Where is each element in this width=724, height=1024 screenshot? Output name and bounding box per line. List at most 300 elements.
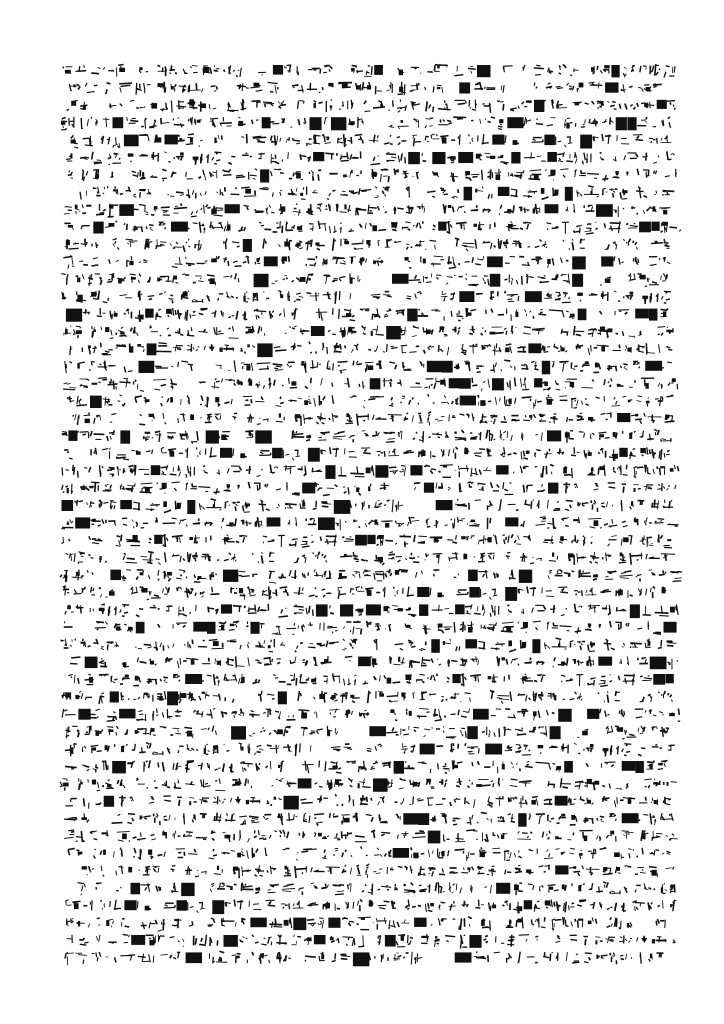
garbled-glyph: [137, 570, 150, 579]
garbled-glyph: [226, 380, 235, 386]
garbled-glyph: [117, 455, 129, 460]
garbled-glyph: [136, 622, 145, 634]
garbled-glyph: [506, 709, 515, 718]
garbled-glyph: [606, 571, 616, 579]
garbled-glyph: [293, 901, 303, 908]
garbled-glyph: [571, 815, 577, 825]
garbled-glyph: [157, 276, 171, 281]
garbled-glyph: [519, 570, 532, 583]
garbled-glyph: [353, 813, 358, 821]
garbled-glyph: [559, 65, 565, 74]
garbled-glyph: [663, 852, 670, 855]
garbled-glyph: [259, 953, 269, 963]
garbled-glyph: [141, 884, 149, 891]
garbled-glyph: [393, 848, 409, 858]
garbled-glyph: [130, 797, 133, 801]
garbled-glyph: [240, 571, 250, 576]
garbled-glyph: [288, 520, 290, 524]
garbled-glyph: [470, 520, 480, 527]
garbled-glyph: [455, 364, 459, 369]
garbled-glyph: [591, 433, 594, 438]
garbled-glyph: [418, 813, 429, 825]
garbled-glyph: [313, 135, 320, 144]
garbled-glyph: [389, 449, 399, 456]
garbled-glyph: [197, 261, 207, 264]
garbled-glyph: [483, 209, 490, 212]
garbled-glyph: [629, 381, 635, 388]
garbled-glyph: [356, 836, 367, 842]
garbled-glyph: [307, 139, 311, 146]
garbled-glyph: [241, 883, 252, 891]
garbled-glyph: [655, 519, 663, 523]
garbled-glyph: [210, 938, 218, 945]
garbled-glyph: [667, 152, 674, 160]
garbled-glyph: [339, 571, 346, 579]
garbled-glyph: [488, 675, 498, 683]
garbled-glyph: [567, 83, 574, 90]
garbled-glyph: [505, 360, 515, 370]
garbled-glyph: [93, 222, 103, 234]
garbled-glyph: [542, 588, 554, 597]
garbled-glyph: [432, 310, 440, 311]
garbled-glyph: [545, 449, 552, 457]
garbled-glyph: [321, 501, 331, 507]
garbled-glyph: [282, 153, 288, 162]
garbled-glyph: [264, 256, 278, 266]
garbled-glyph: [356, 609, 363, 616]
garbled-glyph: [510, 779, 517, 786]
garbled-glyph: [561, 779, 571, 788]
garbled-glyph: [201, 396, 209, 406]
garbled-glyph: [65, 817, 77, 820]
garbled-glyph: [358, 900, 362, 910]
garbled-glyph: [643, 154, 647, 160]
garbled-glyph: [214, 797, 218, 804]
garbled-glyph: [498, 817, 504, 822]
garbled-glyph: [589, 294, 596, 295]
garbled-glyph: [469, 100, 476, 110]
garbled-glyph: [383, 187, 389, 195]
garbled-glyph: [597, 882, 608, 892]
garbled-glyph: [408, 152, 420, 164]
garbled-glyph: [369, 726, 386, 736]
garbled-glyph: [463, 554, 474, 559]
garbled-glyph: [577, 502, 587, 506]
garbled-glyph: [518, 952, 520, 962]
garbled-glyph: [453, 919, 461, 929]
garbled-glyph: [622, 644, 624, 648]
garbled-glyph: [76, 953, 87, 963]
garbled-glyph: [193, 346, 205, 351]
garbled-glyph: [85, 726, 91, 734]
garbled-glyph: [375, 848, 382, 856]
garbled-glyph: [668, 659, 678, 669]
garbled-glyph: [65, 952, 73, 964]
garbled-glyph: [309, 68, 321, 73]
garbled-glyph: [652, 798, 658, 804]
garbled-glyph: [660, 712, 664, 715]
garbled-glyph: [323, 292, 336, 303]
garbled-glyph: [133, 227, 142, 232]
garbled-glyph: [522, 433, 523, 440]
garbled-glyph: [266, 761, 271, 769]
garbled-glyph: [471, 657, 479, 665]
garbled-glyph: [546, 170, 556, 181]
garbled-glyph: [485, 153, 495, 159]
garbled-glyph: [224, 675, 236, 681]
garbled-glyph: [178, 414, 185, 423]
garbled-glyph: [330, 937, 339, 943]
garbled-glyph: [478, 866, 484, 874]
garbled-glyph: [166, 309, 173, 317]
garbled-glyph: [641, 831, 648, 840]
garbled-glyph: [384, 292, 392, 297]
garbled-glyph: [591, 537, 592, 543]
garbled-glyph: [534, 83, 537, 88]
garbled-glyph: [140, 171, 144, 179]
garbled-glyph: [238, 674, 244, 684]
garbled-glyph: [481, 328, 485, 335]
garbled-glyph: [126, 484, 135, 491]
garbled-glyph: [123, 934, 129, 942]
garbled-glyph: [413, 906, 420, 908]
garbled-glyph: [369, 900, 373, 906]
garbled-glyph: [347, 761, 355, 763]
garbled-glyph: [603, 867, 612, 875]
garbled-glyph: [313, 152, 324, 161]
garbled-glyph: [317, 204, 321, 211]
garbled-glyph: [425, 136, 428, 141]
garbled-glyph: [321, 657, 330, 664]
garbled-glyph: [277, 935, 286, 944]
garbled-glyph: [578, 884, 584, 891]
garbled-glyph: [490, 274, 501, 287]
garbled-glyph: [214, 675, 219, 686]
garbled-glyph: [64, 207, 71, 214]
garbled-glyph: [253, 680, 259, 684]
garbled-glyph: [516, 918, 523, 928]
garbled-glyph: [137, 778, 145, 784]
garbled-glyph: [99, 500, 108, 507]
garbled-glyph: [107, 431, 114, 440]
garbled-glyph: [156, 240, 166, 249]
garbled-glyph: [161, 448, 166, 453]
garbled-glyph: [413, 831, 425, 838]
garbled-glyph: [126, 239, 137, 247]
garbled-glyph: [294, 605, 303, 613]
garbled-glyph: [661, 136, 671, 143]
garbled-glyph: [625, 866, 630, 867]
garbled-glyph: [262, 937, 272, 945]
garbled-glyph: [162, 170, 166, 181]
garbled-glyph: [411, 745, 414, 752]
garbled-glyph: [211, 588, 218, 595]
garbled-glyph: [119, 327, 127, 336]
garbled-glyph: [501, 448, 505, 457]
garbled-glyph: [487, 256, 503, 267]
garbled-glyph: [177, 900, 188, 911]
garbled-glyph: [92, 327, 102, 337]
garbled-glyph: [292, 344, 301, 350]
garbled-glyph: [103, 397, 112, 405]
garbled-glyph: [250, 711, 259, 717]
garbled-glyph: [195, 592, 203, 597]
garbled-glyph: [412, 413, 423, 423]
garbled-glyph: [521, 521, 524, 526]
garbled-glyph: [375, 501, 382, 508]
garbled-glyph: [351, 467, 364, 477]
garbled-glyph: [390, 398, 393, 406]
garbled-glyph: [441, 450, 449, 457]
garbled-glyph: [134, 381, 144, 392]
garbled-glyph: [107, 642, 113, 650]
garbled-glyph: [305, 937, 312, 944]
garbled-glyph: [342, 866, 345, 873]
garbled-glyph: [106, 521, 115, 525]
garbled-glyph: [97, 205, 105, 215]
garbled-glyph: [574, 205, 575, 213]
garbled-glyph: [199, 309, 206, 315]
garbled-glyph: [479, 431, 488, 440]
garbled-glyph: [527, 587, 535, 595]
garbled-glyph: [649, 954, 652, 961]
garbled-glyph: [403, 587, 413, 596]
garbled-glyph: [140, 155, 147, 156]
garbled-glyph: [423, 625, 431, 634]
garbled-glyph: [138, 658, 146, 663]
garbled-glyph: [147, 450, 153, 453]
garbled-glyph: [362, 448, 371, 454]
garbled-glyph: [205, 522, 212, 525]
garbled-glyph: [639, 815, 647, 821]
garbled-glyph: [620, 465, 628, 475]
garbled-glyph: [180, 432, 188, 440]
garbled-glyph: [521, 378, 529, 390]
garbled-glyph: [152, 432, 161, 442]
garbled-glyph: [508, 797, 517, 802]
garbled-glyph: [162, 831, 167, 838]
garbled-glyph: [437, 746, 442, 747]
garbled-glyph: [283, 849, 289, 850]
garbled-glyph: [351, 66, 362, 73]
garbled-glyph: [105, 327, 116, 338]
garbled-glyph: [276, 953, 281, 963]
garbled-glyph: [297, 277, 306, 282]
garbled-glyph: [346, 850, 352, 856]
garbled-glyph: [120, 485, 124, 490]
garbled-glyph: [610, 814, 616, 820]
garbled-glyph: [304, 397, 311, 405]
garbled-glyph: [470, 345, 477, 354]
garbled-glyph: [497, 692, 511, 703]
garbled-glyph: [498, 101, 504, 110]
garbled-glyph: [187, 745, 197, 751]
garbled-glyph: [318, 796, 327, 802]
garbled-glyph: [254, 274, 269, 287]
garbled-glyph: [263, 239, 266, 248]
garbled-glyph: [579, 850, 582, 858]
garbled-glyph: [273, 65, 283, 75]
garbled-glyph: [668, 101, 675, 110]
garbled-glyph: [77, 275, 84, 282]
garbled-glyph: [652, 831, 662, 840]
garbled-glyph: [560, 362, 568, 372]
garbled-glyph: [583, 536, 585, 545]
garbled-glyph: [172, 482, 179, 490]
garbled-glyph: [440, 326, 448, 336]
garbled-glyph: [574, 226, 582, 233]
garbled-glyph: [131, 328, 138, 335]
garbled-glyph: [207, 296, 209, 301]
garbled-glyph: [454, 431, 466, 441]
garbled-glyph: [158, 920, 164, 931]
garbled-glyph: [455, 66, 463, 76]
garbled-glyph: [297, 853, 298, 861]
garbled-glyph: [485, 761, 498, 773]
garbled-glyph: [158, 625, 173, 628]
garbled-glyph: [322, 555, 326, 562]
garbled-glyph: [194, 276, 204, 283]
garbled-glyph: [538, 276, 548, 283]
garbled-glyph: [259, 831, 266, 840]
garbled-glyph: [472, 414, 474, 421]
garbled-glyph: [240, 643, 249, 649]
garbled-glyph: [650, 867, 658, 877]
garbled-glyph: [437, 85, 443, 92]
garbled-glyph: [391, 346, 397, 348]
garbled-glyph: [364, 101, 370, 111]
garbled-glyph: [74, 500, 82, 505]
garbled-glyph: [449, 902, 455, 910]
garbled-glyph: [138, 291, 142, 299]
garbled-glyph: [324, 676, 327, 683]
garbled-glyph: [235, 918, 244, 927]
garbled-glyph: [373, 778, 388, 791]
garbled-glyph: [357, 917, 370, 930]
garbled-glyph: [144, 84, 150, 93]
garbled-glyph: [444, 835, 449, 841]
garbled-glyph: [505, 397, 516, 406]
garbled-glyph: [177, 192, 184, 195]
garbled-glyph: [404, 883, 416, 893]
garbled-glyph: [137, 902, 150, 911]
garbled-glyph: [163, 501, 170, 512]
garbled-glyph: [588, 468, 594, 475]
garbled-glyph: [383, 379, 392, 387]
garbled-glyph: [174, 204, 187, 213]
garbled-glyph: [462, 240, 476, 251]
garbled-glyph: [505, 746, 512, 751]
garbled-glyph: [556, 137, 561, 144]
garbled-glyph: [575, 628, 580, 633]
garbled-glyph: [154, 814, 160, 824]
garbled-glyph: [601, 65, 610, 73]
garbled-glyph: [350, 152, 361, 159]
garbled-glyph: [314, 657, 317, 665]
garbled-glyph: [237, 175, 245, 177]
garbled-glyph: [248, 415, 254, 423]
garbled-glyph: [124, 900, 136, 910]
garbled-glyph: [193, 157, 199, 165]
garbled-glyph: [212, 900, 224, 914]
garbled-glyph: [415, 954, 422, 963]
garbled-glyph: [627, 224, 638, 229]
garbled-glyph: [327, 642, 339, 647]
garbled-glyph: [637, 396, 642, 401]
garbled-glyph: [616, 789, 621, 790]
garbled-glyph: [199, 692, 208, 700]
garbled-glyph: [266, 206, 274, 215]
garbled-glyph: [158, 763, 164, 771]
garbled-glyph: [253, 574, 257, 576]
garbled-glyph: [386, 326, 401, 339]
garbled-glyph: [363, 682, 368, 685]
garbled-glyph: [376, 361, 381, 369]
garbled-glyph: [371, 762, 377, 770]
garbled-glyph: [322, 885, 328, 889]
garbled-glyph: [317, 413, 325, 424]
garbled-glyph: [248, 744, 256, 754]
garbled-glyph: [661, 814, 673, 820]
garbled-glyph: [248, 831, 256, 842]
garbled-glyph: [544, 100, 553, 108]
garbled-glyph: [537, 814, 545, 824]
garbled-glyph: [407, 296, 411, 299]
garbled-glyph: [192, 432, 198, 443]
garbled-glyph: [664, 782, 677, 786]
garbled-glyph: [504, 676, 509, 681]
garbled-glyph: [459, 378, 471, 389]
garbled-glyph: [459, 82, 470, 93]
garbled-glyph: [326, 867, 339, 873]
garbled-glyph: [600, 710, 609, 717]
garbled-glyph: [459, 274, 466, 279]
garbled-glyph: [229, 327, 238, 339]
garbled-glyph: [433, 709, 441, 720]
garbled-glyph: [395, 242, 401, 243]
garbled-glyph: [283, 276, 293, 282]
garbled-glyph: [268, 885, 278, 893]
garbled-glyph: [639, 748, 645, 755]
garbled-glyph: [617, 413, 630, 422]
garbled-glyph: [429, 868, 436, 876]
garbled-glyph: [154, 642, 163, 650]
garbled-glyph: [248, 587, 256, 596]
garbled-glyph: [650, 294, 658, 302]
garbled-glyph: [395, 570, 407, 575]
garbled-glyph: [629, 536, 632, 544]
garbled-glyph: [249, 901, 261, 910]
garbled-glyph: [619, 310, 629, 314]
garbled-glyph: [124, 367, 132, 372]
garbled-glyph: [137, 344, 144, 351]
garbled-glyph: [444, 312, 452, 321]
garbled-glyph: [144, 761, 150, 771]
garbled-glyph: [349, 779, 352, 787]
garbled-glyph: [294, 588, 303, 594]
garbled-glyph: [284, 727, 290, 736]
garbled-glyph: [182, 291, 189, 299]
garbled-glyph: [371, 657, 377, 667]
garbled-glyph: [476, 154, 482, 160]
garbled-glyph: [127, 118, 138, 124]
garbled-glyph: [233, 242, 239, 247]
garbled-glyph: [233, 449, 246, 458]
garbled-glyph: [648, 430, 659, 440]
garbled-glyph: [512, 416, 519, 421]
garbled-glyph: [374, 65, 383, 75]
garbled-glyph: [350, 640, 356, 648]
